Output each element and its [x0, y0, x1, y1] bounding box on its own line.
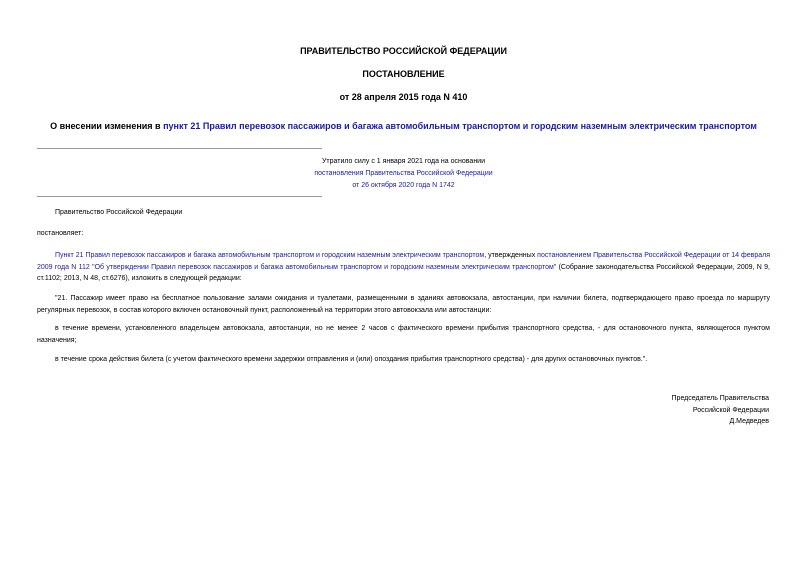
- document-date-number: от 28 апреля 2015 года N 410: [339, 92, 468, 102]
- document-type: ПОСТАНОВЛЕНИЕ: [362, 69, 445, 79]
- destination-clause-paragraph: в течение времени, установленного владельцем автовокзала, автостанции, но не менее 2 часов с фактического времени прибытия транспортного средства, - для остановочного пункта, являющегося пунктом назначения;: [37, 325, 770, 344]
- signature-block: [672, 393, 769, 428]
- source-decree-link[interactable]: постановлением Правительства Российской Федерации от 14 февраля 2009 года N 112 "Об утверждении Правил перевозок пассажиров и багажа автомобильным транспортом и городским наземным электрическим транспортом": [37, 252, 771, 271]
- signatory-organization: Российской Федерации: [692, 406, 769, 414]
- amendment-paragraph: [37, 250, 770, 285]
- issuer-paragraph: Правительство Российской Федерации: [55, 209, 183, 216]
- decrees-paragraph: постановляет:: [37, 230, 84, 237]
- other-stops-clause-paragraph: в течение срока действия билета (с учетом фактического времени задержки отправления и (или) опоздания прибытия транспортного средства) - для других остановочных пунктов.".: [55, 356, 648, 363]
- bottom-divider: [37, 196, 322, 197]
- title-prefix: О внесении изменения в: [50, 121, 164, 131]
- document-title: [20, 121, 787, 132]
- lapse-note-link-date[interactable]: от 26 октября 2020 года N 1742: [352, 182, 455, 189]
- top-divider: [37, 148, 322, 149]
- new-wording-paragraph: "21. Пассажир имеет право на бесплатное пользование залами ожидания и туалетами, размещенными в зданиях автовокзала, автостанции, при наличии билета, подтверждающего право проезда по маршруту регулярных перевозок, в состав которого включен остановочный пункт, расположенный на территории этого автовокзала или автостанции:: [37, 295, 770, 314]
- amendment-text-1: , утвержденных: [484, 252, 538, 259]
- signatory-name: Д.Медведев: [729, 418, 769, 425]
- title-link[interactable]: пункт 21 Правил перевозок пассажиров и багажа автомобильным транспортом и городским наземным электрическим транспортом: [163, 121, 757, 131]
- lapse-note-text: Утратило силу с 1 января 2021 года на основании: [321, 158, 486, 165]
- lapse-note: [0, 156, 807, 192]
- amended-rule-link[interactable]: Пункт 21 Правил перевозок пассажиров и багажа автомобильным транспортом и городским наземным электрическим транспортом: [55, 252, 485, 259]
- lapse-note-link-decree[interactable]: постановления Правительства Российской Федерации: [314, 170, 493, 177]
- government-name: ПРАВИТЕЛЬСТВО РОССИЙСКОЙ ФЕДЕРАЦИИ: [300, 46, 507, 56]
- signatory-title: Председатель Правительства: [671, 395, 769, 402]
- amendment-text-2: (Собрание законодательства Российской Федерации, 2009, N 9, ст.1102; 2013, N 48, ст.6276), изложить в следующей редакции:: [37, 263, 770, 282]
